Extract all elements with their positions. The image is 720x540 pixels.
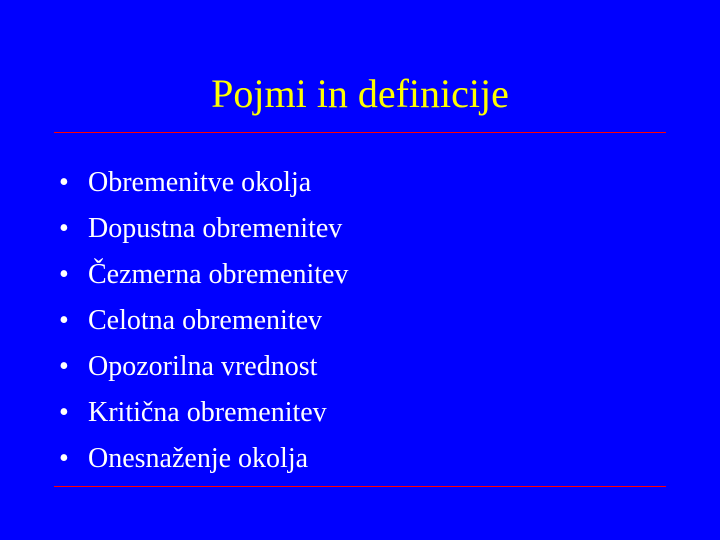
list-item-label: Dopustna obremenitev (88, 213, 343, 244)
title-divider (54, 132, 666, 133)
bullet-icon: • (59, 259, 69, 290)
bullet-list (0, 160, 720, 482)
slide-title: Pojmi in definicije (211, 71, 509, 116)
list-item (0, 390, 720, 436)
list-item-label: Kritična obremenitev (88, 397, 327, 428)
bullet-icon: • (59, 443, 69, 474)
bullet-icon: • (59, 213, 69, 244)
list-item (0, 298, 720, 344)
list-item (0, 160, 720, 206)
bullet-icon: • (59, 305, 69, 336)
list-item-label: Onesnaženje okolja (88, 443, 309, 474)
list-item (0, 252, 720, 298)
list-item (0, 206, 720, 252)
list-item-label: Opozorilna vrednost (88, 351, 318, 382)
bullet-icon: • (59, 397, 69, 428)
bullet-icon: • (59, 167, 69, 198)
list-item (0, 436, 720, 482)
list-item-label: Celotna obremenitev (88, 305, 323, 336)
list-item-label: Obremenitve okolja (88, 167, 312, 198)
bottom-divider (54, 486, 666, 487)
list-item (0, 344, 720, 390)
list-item-label: Čezmerna obremenitev (88, 259, 349, 290)
bullet-icon: • (59, 351, 69, 382)
